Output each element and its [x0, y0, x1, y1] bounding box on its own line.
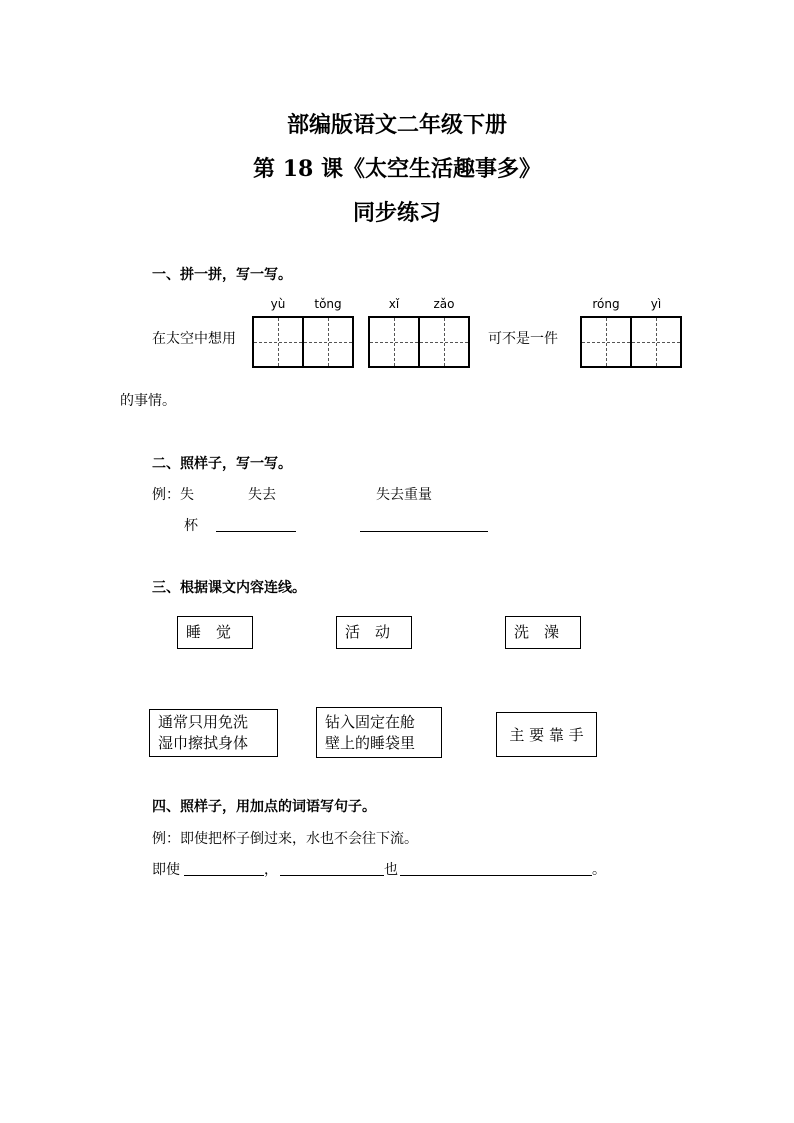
tian-cell[interactable] [369, 317, 419, 367]
match-bottom-line: 通常只用免洗 [158, 713, 249, 731]
tian-cell[interactable] [303, 317, 353, 367]
pinyin-3: xǐ [388, 297, 400, 311]
q2-title: 二、照样子，写一写。 [152, 456, 292, 472]
q2-example-word: 失去 [248, 487, 276, 503]
match-bottom-text [150, 712, 248, 754]
match-bottom-line: 主 要 靠 手 [509, 726, 584, 744]
q4-comma: ， [264, 862, 278, 878]
tian-cell[interactable] [253, 317, 303, 367]
q4-blank-1[interactable] [184, 875, 264, 876]
match-bottom-line: 钻入固定在舱 [325, 712, 416, 731]
pinyin-1: yù [270, 297, 286, 311]
tian-cell[interactable] [581, 317, 631, 367]
match-bottom-hands[interactable] [496, 712, 597, 757]
q1-title: 一、拼一拼，写一写。 [152, 267, 292, 283]
match-bottom-sleeping-bag[interactable] [316, 707, 442, 758]
q2-example-label: 例：失 [152, 487, 194, 503]
match-bottom-line: 湿巾擦拭身体 [158, 734, 249, 752]
tian-cell[interactable] [631, 317, 681, 367]
doc-title-3: 同步练习 [352, 200, 441, 226]
q4-blank-3[interactable] [400, 875, 592, 876]
writing-grid-yutong[interactable] [252, 316, 354, 368]
q2-prompt-char: 杯 [184, 518, 198, 534]
match-top-bath[interactable] [505, 616, 581, 649]
doc-title-2: 第 18 课《太空生活趣事多》 [253, 156, 541, 182]
pinyin-2: tǒng [314, 297, 342, 311]
writing-grid-xizao[interactable] [368, 316, 470, 368]
q2-blank-word[interactable] [216, 531, 296, 532]
q2-example-phrase: 失去重量 [376, 487, 432, 503]
match-bottom-text [317, 712, 415, 754]
q4-blank-2[interactable] [280, 875, 384, 876]
match-bottom-wipes[interactable] [149, 709, 278, 757]
q4-title: 四、照样子，用加点的词语写句子。 [152, 799, 376, 815]
q1-text-after: 的事情。 [120, 393, 176, 409]
pinyin-5: róng [592, 297, 620, 311]
match-top-label: 睡 觉 [186, 623, 232, 641]
pinyin-4: zǎo [433, 297, 455, 311]
q3-title: 三、根据课文内容连线。 [152, 580, 306, 596]
doc-title-1: 部编版语文二年级下册 [286, 112, 507, 138]
match-top-label: 活 动 [345, 623, 391, 641]
match-bottom-line: 壁上的睡袋里 [325, 733, 416, 752]
q4-end: 。 [592, 862, 606, 878]
q1-text-before: 在太空中想用 [152, 331, 236, 347]
tian-cell[interactable] [419, 317, 469, 367]
match-top-sleep[interactable] [177, 616, 253, 649]
match-top-label: 洗 澡 [514, 623, 560, 641]
match-top-activity[interactable] [336, 616, 412, 649]
q4-ye: 也 [384, 862, 398, 878]
q1-text-between: 可不是一件 [488, 331, 558, 347]
q4-start: 即使 [152, 862, 180, 878]
q4-example: 例：即使把杯子倒过来，水也不会往下流。 [152, 831, 418, 847]
q2-blank-phrase[interactable] [360, 531, 488, 532]
writing-grid-rongyi[interactable] [580, 316, 682, 368]
pinyin-6: yì [650, 297, 662, 311]
